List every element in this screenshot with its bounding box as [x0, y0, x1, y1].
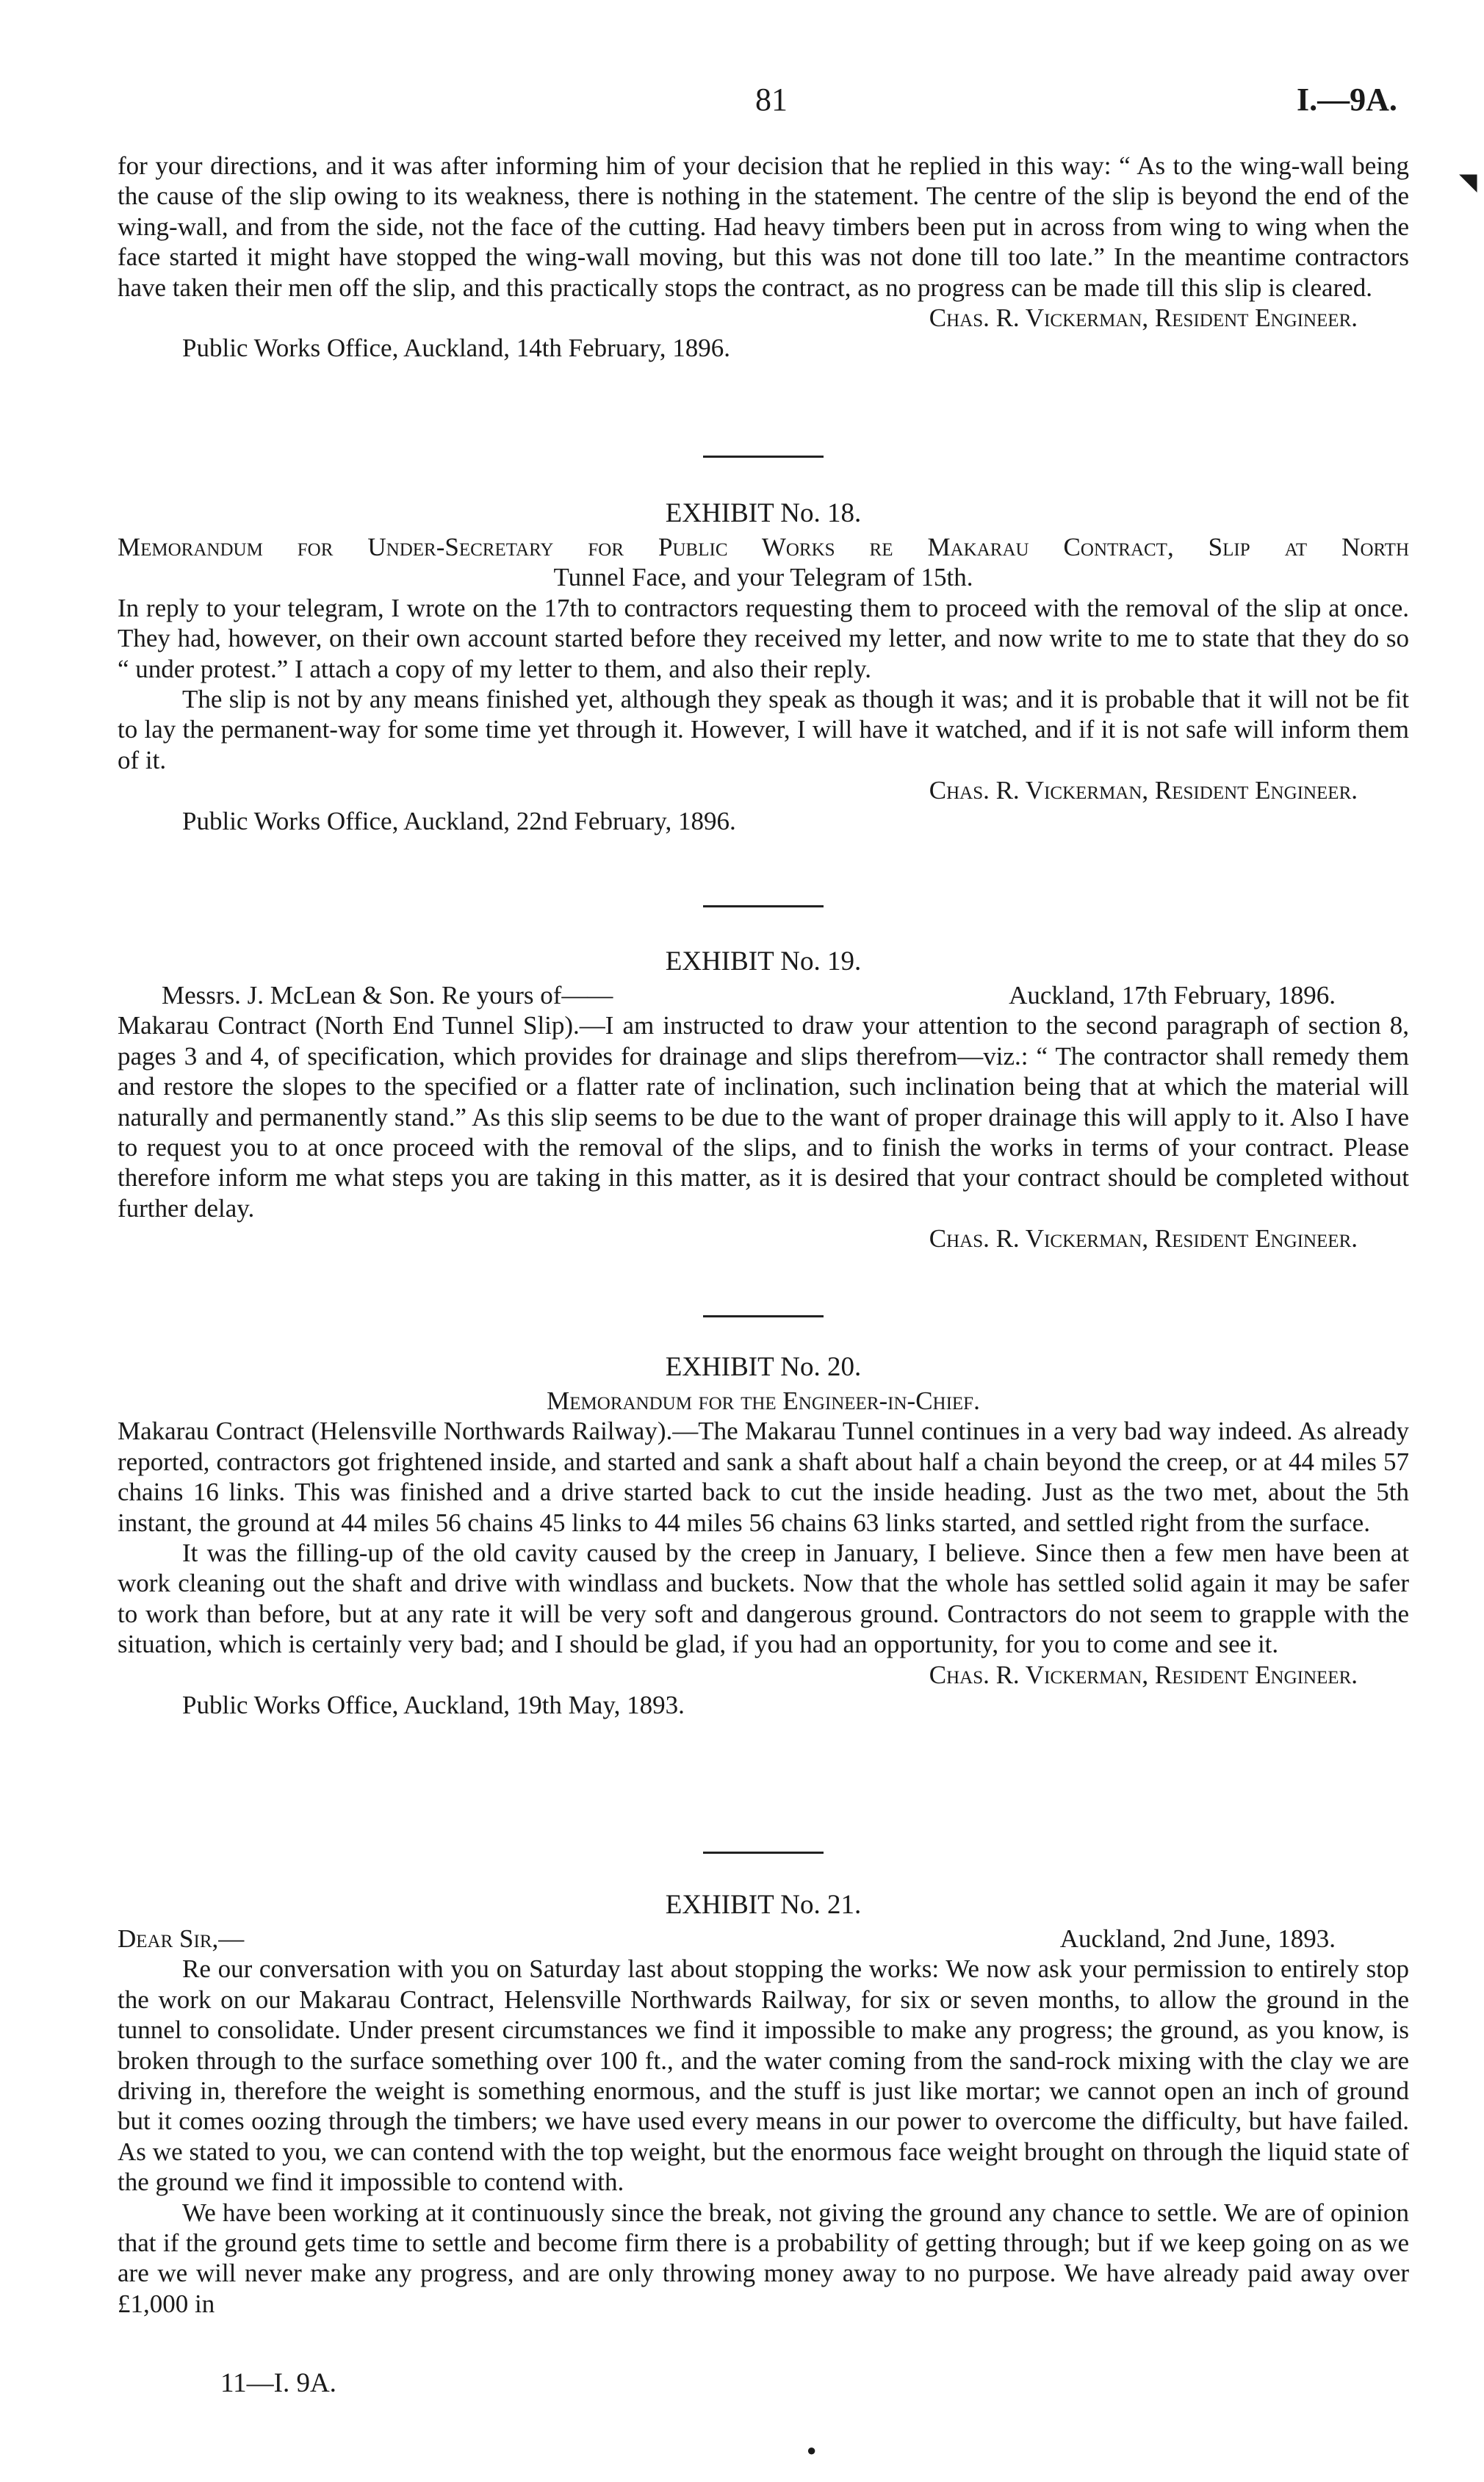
exhibit-title: EXHIBIT No. 21. — [665, 1890, 862, 1920]
margin-mark: ◥ — [1459, 168, 1477, 195]
exhibit-title: EXHIBIT No. 19. — [665, 946, 862, 976]
place-date: Public Works Office, Auckland, 14th February, 1896. — [182, 334, 731, 363]
exhibit-21 — [118, 1890, 1409, 2319]
signature: Chas. R. Vickerman, Resident Engineer. — [929, 1660, 1358, 1689]
place-date: Public Works Office, Auckland, 22nd February, 1896. — [182, 806, 736, 835]
section-rule — [703, 905, 824, 907]
exhibit-title: EXHIBIT No. 18. — [665, 498, 862, 528]
memo-heading: Memorandum for the Engineer-in-Chief. — [547, 1386, 980, 1415]
signature: Chas. R. Vickerman, Resident Engineer. — [929, 303, 1358, 333]
letter-date: Auckland, 17th February, 1896. — [1009, 981, 1336, 1010]
signature: Chas. R. Vickerman, Resident Engineer. — [929, 1224, 1358, 1253]
exhibit-title: EXHIBIT No. 20. — [665, 1352, 862, 1382]
letter-date: Auckland, 2nd June, 1893. — [1059, 1924, 1336, 1953]
memo-heading-continued: Tunnel Face, and your Telegram of 15th. — [553, 563, 973, 592]
exhibit-18 — [118, 498, 1409, 836]
paragraph: Makarau Contract (North End Tunnel Slip).—I am instructed to draw your attention to the second paragraph of section 8, pages 3 and 4, of specification, which provides for drainage and slips therefrom—viz.: “ The contractor shall remedy them and restore the slopes to the specified or a flatter rate of inclination, such inclination being that at which the material will naturally and permanently stand.” As this slip seems to be due to the want of proper drainage this will apply to it. Also I have to request you to at once proceed with the removal of the slips, and to finish the works in terms of your contract. Please therefore inform me what steps you are taking in this matter, as it is desired that your contract should be completed without further delay. — [118, 1011, 1409, 1223]
exhibit-19 — [118, 946, 1409, 1254]
signature: Chas. R. Vickerman, Resident Engineer. — [929, 776, 1358, 805]
exhibit-20 — [118, 1352, 1409, 1720]
section-rule — [703, 1852, 824, 1854]
previous-exhibit-continuation — [118, 151, 1409, 364]
page-number: 81 — [755, 82, 788, 118]
signature-mark: 11—I. 9A. — [220, 2368, 336, 2398]
memo-heading: Memorandum for Under-Secretary for Public Works re Makarau Contract, Slip at North — [118, 533, 1409, 561]
paragraph: Re our conversation with you on Saturday last about stopping the works: We now ask your permission to entirely stop the work on our Makarau Contract, Helensville Northwards Railway, for six or seven months, to allow the ground in the tunnel to consolidate. Under present circumstances we find it impossible to make any progress; the ground, as you know, is broken through to the surface something over 100 ft., and the water coming from the sand-rock mixing with the clay we are driving in, therefore the weight is something enormous, and the stuff is just like mortar; we cannot open an inch of ground but it comes oozing through the timbers; we have used every means in our power to overcome the difficulty, but have failed. As we stated to you, we can contend with the top weight, but the enormous face weight brought on through the liquid state of the ground we find it impossible to contend with. — [118, 1954, 1409, 2197]
paragraph: The slip is not by any means finished yet, although they speak as though it was; and it is probable that it will not be fit to lay the permanent-way for some time yet through it. However, I will have it watched, and if it is not safe will inform them of it. — [118, 685, 1409, 774]
addressee: Messrs. J. McLean & Son. Re yours of—— — [162, 981, 613, 1010]
section-rule — [703, 456, 824, 458]
paragraph: Makarau Contract (Helensville Northwards Railway).—The Makarau Tunnel continues in a very bad way indeed. As already reported, contractors got frightened inside, and started and sank a shaft about half a chain beyond the creep, or at 44 miles 57 chains 16 links. This was finished and a drive started back to cut the inside heading. Just as the two met, about the 5th instant, the ground at 44 miles 56 chains 45 links to 44 miles 56 chains 63 links started, and settled right from the surface. — [118, 1417, 1409, 1537]
paragraph: In reply to your telegram, I wrote on the 17th to contractors requesting them to proceed with the removal of the slip at once. They had, however, on their own account started before they received my letter, and now write to me to state that they do so “ under protest.” I attach a copy of my letter to them, and also their reply. — [118, 593, 1409, 683]
section-rule — [703, 1315, 824, 1317]
page-dot: ● — [807, 2441, 817, 2459]
paragraph: We have been working at it continuously since the break, not giving the ground any chance to settle. We are of opinion that if the ground gets time to settle and become firm there is a probability of getting through; but if we keep going on as we are we will never make any progress, and are only throwing money away to no purpose. We have already paid away over £1,000 in — [118, 2198, 1409, 2318]
document-reference: I.—9A. — [1297, 82, 1397, 118]
continuation-paragraph: for your directions, and it was after informing him of your decision that he replied in this way: “ As to the wing-wall being the cause of the slip owing to its weakness, there is nothing in the statement. The centre of the slip is beyond the end of the wing-wall, and from the side, not the face of the cutting. Had heavy timbers been put in across from wing to wing when the face started it might have stopped the wing-wall moving, but this was not done till too late.” In the meantime contractors have taken their men off the slip, and this practically stops the contract, as no progress can be made till this slip is cleared. — [118, 151, 1409, 302]
place-date: Public Works Office, Auckland, 19th May, 1893. — [182, 1691, 685, 1720]
salutation: Dear Sir,— — [118, 1924, 245, 1953]
paragraph: It was the filling-up of the old cavity caused by the creep in January, I believe. Since then a few men have been at work cleaning out the shaft and drive with windlass and buckets. Now that the whole has settled solid again it may be safer to work than before, but at any rate it will be very soft and dangerous ground. Contractors do not seem to grapple with the situation, which is certainly very bad; and I should be glad, if you had an opportunity, for you to come and see it. — [118, 1539, 1409, 1659]
